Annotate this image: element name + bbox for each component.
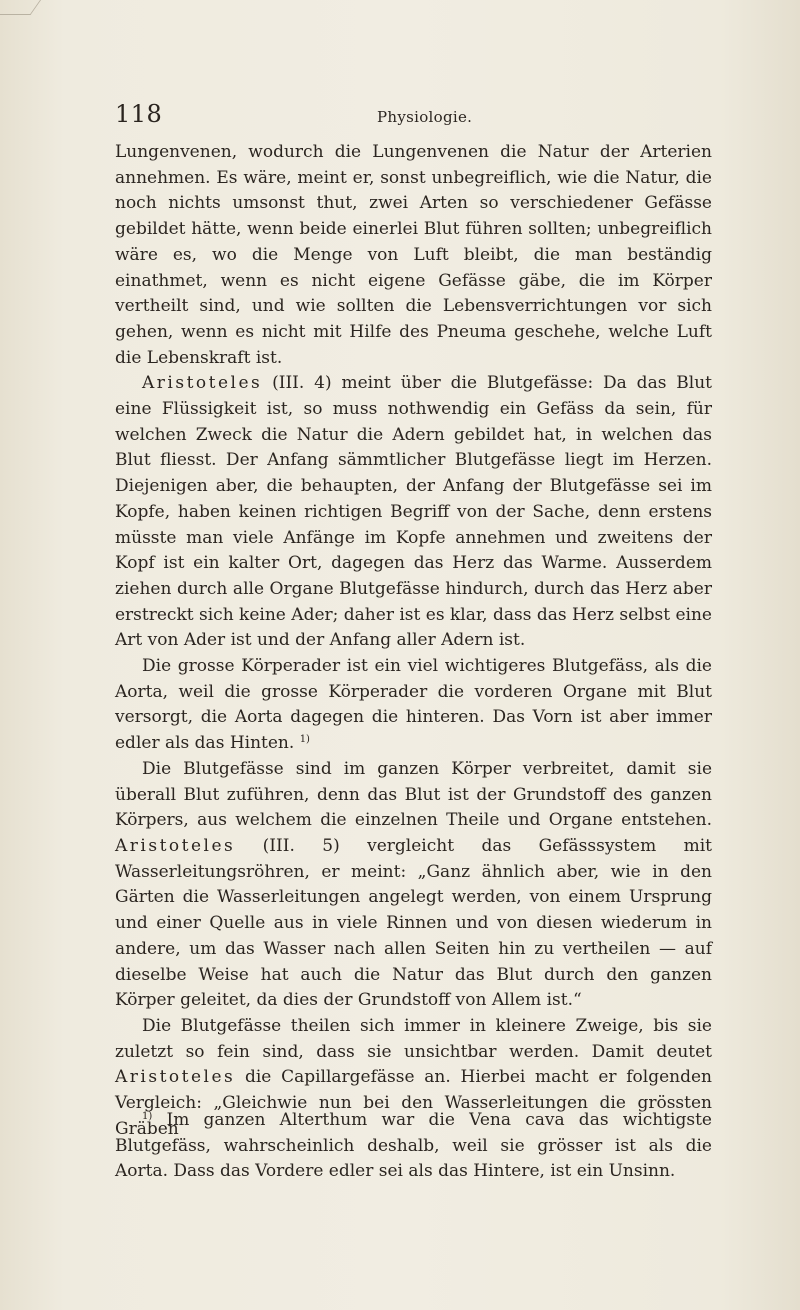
- footnote-reference: 1): [299, 734, 310, 746]
- paragraph-5-text-rest: die Capillargefässe an. Hierbei macht er folgenden Vergleich: „Gleichwie nun bei den Wasserleitungen die grössten Gräben: [115, 1067, 712, 1139]
- footnote-section: [115, 1108, 712, 1185]
- author-name: Aristoteles: [142, 373, 263, 394]
- page-corner-fold: [0, 0, 41, 15]
- paragraph-5-text-start: Die Blutgefässe theilen sich immer in kleinere Zweige, bis sie zuletzt so fein sind, dass sie unsichtbar werden. Damit deutet: [115, 1015, 712, 1062]
- paragraph-4: [115, 757, 712, 1014]
- page-header: [115, 100, 715, 130]
- paragraph-3-text: Die grosse Körperader ist ein viel wichtigeres Blutgefäss, als die Aorta, weil die grosse Körperader die vorderen Organe mit Blut versorgt, die Aorta dagegen die hinteren. Das Vorn ist aber immer edler als das Hinten.: [115, 656, 712, 754]
- footnote-1: [115, 1108, 712, 1185]
- body-text: [115, 140, 712, 1142]
- paragraph-4-text-start: Die Blutgefässe sind im ganzen Körper verbreitet, damit sie überall Blut zuführen, denn das Blut ist der Grundstoff des ganzen Körpers, aus welchem die einzelnen Theile und Organe entstehen.: [115, 758, 712, 831]
- paragraph-3: [115, 654, 712, 757]
- author-name: Aristoteles: [115, 835, 236, 856]
- running-head: Physiologie.: [377, 108, 473, 126]
- page-number: 118: [115, 100, 163, 128]
- footnote-marker: 1): [142, 1111, 153, 1122]
- paragraph-2-text: (III. 4) meint über die Blutgefässe: Da das Blut eine Flüssigkeit ist, so muss nothwendig ein Gefäss da sein, für welchen Zweck die Natur die Adern gebildet hat, in welchen das Blut fliesst. Der Anfang sämmtlicher Blutgefässe liegt im Herzen. Diejenigen aber, die behaupten, der Anfang der Blutgefässe sei im Kopfe, haben keinen richtigen Begriff von der Sache, denn erstens müsste man viele Anfänge im Kopfe annehmen und zweitens der Kopf ist ein kalter Ort, dagegen das Herz das Warme. Ausserdem ziehen durch alle Organe Blutgefässe hindurch, durch das Herz aber erstreckt sich keine Ader; daher ist es klar, dass das Herz selbst eine Art von Ader ist und der Anfang aller Adern ist.: [115, 373, 712, 651]
- footnote-text: Im ganzen Alterthum war die Vena cava das wichtigste Blutgefäss, wahrscheinlich deshalb, weil sie grösser ist als die Aorta. Dass das Vordere edler sei als das Hintere, ist ein Unsinn.: [115, 1110, 712, 1182]
- paragraph-2: [115, 371, 712, 654]
- author-name: Aristoteles: [115, 1067, 236, 1088]
- paragraph-1: Lungenvenen, wodurch die Lungenvenen die Natur der Arterien annehmen. Es wäre, meint er, sonst unbegreiflich, wie die Natur, die noch nichts umsonst thut, zwei Arten so verschiedener Gefässe gebildet hätte, wenn beide einerlei Blut führen sollten; unbegreiflich wäre es, wo die Menge von Luft bleibt, die man beständig einathmet, wenn es nicht eigene Gefässe gäbe, die im Körper vertheilt sind, und wie sollten die Lebensverrichtungen vor sich gehen, wenn es nicht mit Hilfe des Pneuma geschehe, welche Luft die Lebenskraft ist.: [115, 142, 712, 368]
- paragraph-4-text-rest: (III. 5) vergleicht das Gefässsystem mit Wasserleitungsröhren, er meint: „Ganz ähnlich aber, wie in den Gärten die Wasserleitungen angelegt werden, von einem Ursprung und einer Quelle aus in viele Rinnen und von diesen wiederum in andere, um das Wasser nach allen Seiten hin zu vertheilen — auf dieselbe Weise hat auch die Natur das Blut durch den ganzen Körper geleitet, da dies der Grundstoff von Allem ist.“: [115, 835, 712, 1011]
